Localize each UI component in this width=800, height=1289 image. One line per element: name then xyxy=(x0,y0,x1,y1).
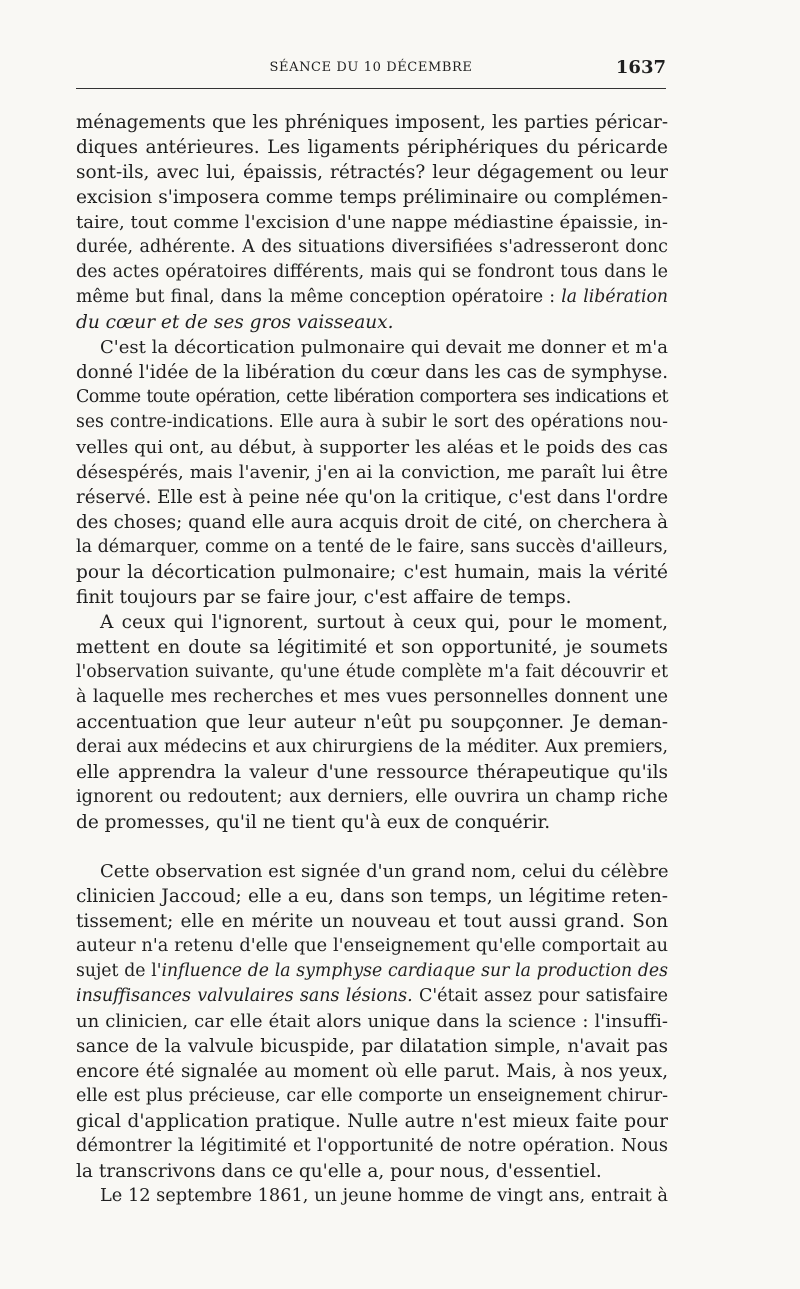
text-segment: C'était assez pour satisfaire xyxy=(412,986,668,1006)
text-line: ménagements que les phréniques imposent, les parties péricar- xyxy=(76,112,668,133)
page-header xyxy=(76,52,666,89)
text-line: auteur n'a retenu d'elle que l'enseignement qu'elle comportait au xyxy=(76,936,668,956)
text-line: la démarquer, comme on a tenté de le faire, sans succès d'ailleurs, xyxy=(76,537,669,557)
text-line: donné l'idée de la libération du cœur dans les cas de symphyse. xyxy=(76,362,668,383)
page-number: 1637 xyxy=(615,57,666,78)
text-segment: même but final, dans la même conception opératoire : xyxy=(76,287,556,307)
running-title: SÉANCE DU 10 DÉCEMBRE xyxy=(269,60,473,75)
text-line: la transcrivons dans ce qu'elle a, pour nous, d'essentiel. xyxy=(76,1161,602,1182)
text-line: de promesses, qu'il ne tient qu'à eux de conquérir. xyxy=(76,812,551,833)
text-segment: sujet de l' xyxy=(76,961,162,981)
paragraph-first-line: A ceux qui l'ignorent, surtout à ceux qui, pour le moment, xyxy=(100,612,668,633)
text-line: clinicien Jaccoud; elle a eu, dans son temps, un légitime reten- xyxy=(76,886,668,907)
text-line: tissement; elle en mérite un nouveau et tout aussi grand. Son xyxy=(76,911,668,932)
text-line: démontrer la légitimité et l'opportunité de notre opération. Nous xyxy=(76,1136,668,1156)
text-line: un clinicien, car elle était alors unique dans la science : l'insuffi- xyxy=(76,1011,668,1032)
text-line: elle apprendra la valeur d'une ressource thérapeutique qu'ils xyxy=(76,762,668,783)
text-line xyxy=(76,285,668,310)
text-line: taire, tout comme l'excision d'une nappe médiastine épaissie, in- xyxy=(76,212,668,233)
text-line: désespérés, mais l'avenir, j'en ai la conviction, me paraît lui être xyxy=(76,462,668,483)
text-line: velles qui ont, au début, à supporter les aléas et le poids des cas xyxy=(76,437,668,458)
text-line: accentuation que leur auteur n'eût pu soupçonner. Je deman- xyxy=(76,712,668,733)
italic-phrase: insuffisances valvulaires sans lésions. xyxy=(76,986,413,1006)
text-line: ses contre-indications. Elle aura à subir le sort des opérations nou- xyxy=(76,412,668,432)
text-line: gical d'application pratique. Nulle autre n'est mieux faite pour xyxy=(76,1111,668,1132)
text-line: à laquelle mes recherches et mes vues personnelles donnent une xyxy=(76,687,668,707)
text-line: sance de la valvule bicuspide, par dilatation simple, n'avait pas xyxy=(76,1036,668,1057)
text-line: des choses; quand elle aura acquis droit de cité, on cherchera à xyxy=(76,512,668,533)
text-line: elle est plus précieuse, car elle comporte un enseignement chirur- xyxy=(76,1086,668,1106)
paragraph-first-line: Cette observation est signée d'un grand nom, celui du célèbre xyxy=(100,861,669,882)
text-line: des actes opératoires différents, mais qui se fondront tous dans le xyxy=(76,262,668,282)
text-line: réservé. Elle est à peine née qu'on la critique, c'est dans l'ordre xyxy=(76,487,668,508)
paragraph-first-line: Le 12 septembre 1861, un jeune homme de vingt ans, entrait à xyxy=(100,1186,668,1206)
text-line xyxy=(76,984,668,1009)
italic-phrase: la libération xyxy=(561,287,669,307)
text-line: sont-ils, avec lui, épaissis, rétractés? leur dégagement ou leur xyxy=(76,162,668,183)
text-line xyxy=(76,959,668,984)
text-line: mettent en doute sa légitimité et son opportunité, je soumets xyxy=(76,637,668,658)
paragraph-gap xyxy=(76,835,668,859)
text-line: excision s'imposera comme temps préliminaire ou complémen- xyxy=(76,187,668,208)
text-line: Comme toute opération, cette libération comportera ses indications et xyxy=(76,387,668,407)
text-line: diques antérieures. Les ligaments périphériques du péricarde xyxy=(76,137,668,158)
text-line: du cœur et de ses gros vaisseaux. xyxy=(76,312,394,333)
body-text xyxy=(76,110,668,1209)
text-line: derai aux médecins et aux chirurgiens de la méditer. Aux premiers, xyxy=(76,737,668,757)
text-line: durée, adhérente. A des situations diversifiées s'adresseront donc xyxy=(76,237,668,257)
text-line: ignorent ou redoutent; aux derniers, elle ouvrira un champ riche xyxy=(76,787,668,807)
italic-phrase: influence de la symphyse cardiaque sur la production des xyxy=(161,961,668,981)
paragraph-first-line: C'est la décortication pulmonaire qui devait me donner et m'a xyxy=(100,337,668,358)
text-line: pour la décortication pulmonaire; c'est humain, mais la vérité xyxy=(76,562,668,583)
text-line: finit toujours par se faire jour, c'est affaire de temps. xyxy=(76,587,572,608)
text-line: encore été signalée au moment où elle parut. Mais, à nos yeux, xyxy=(76,1061,668,1082)
text-line: l'observation suivante, qu'une étude complète m'a fait découvrir et xyxy=(76,662,668,682)
